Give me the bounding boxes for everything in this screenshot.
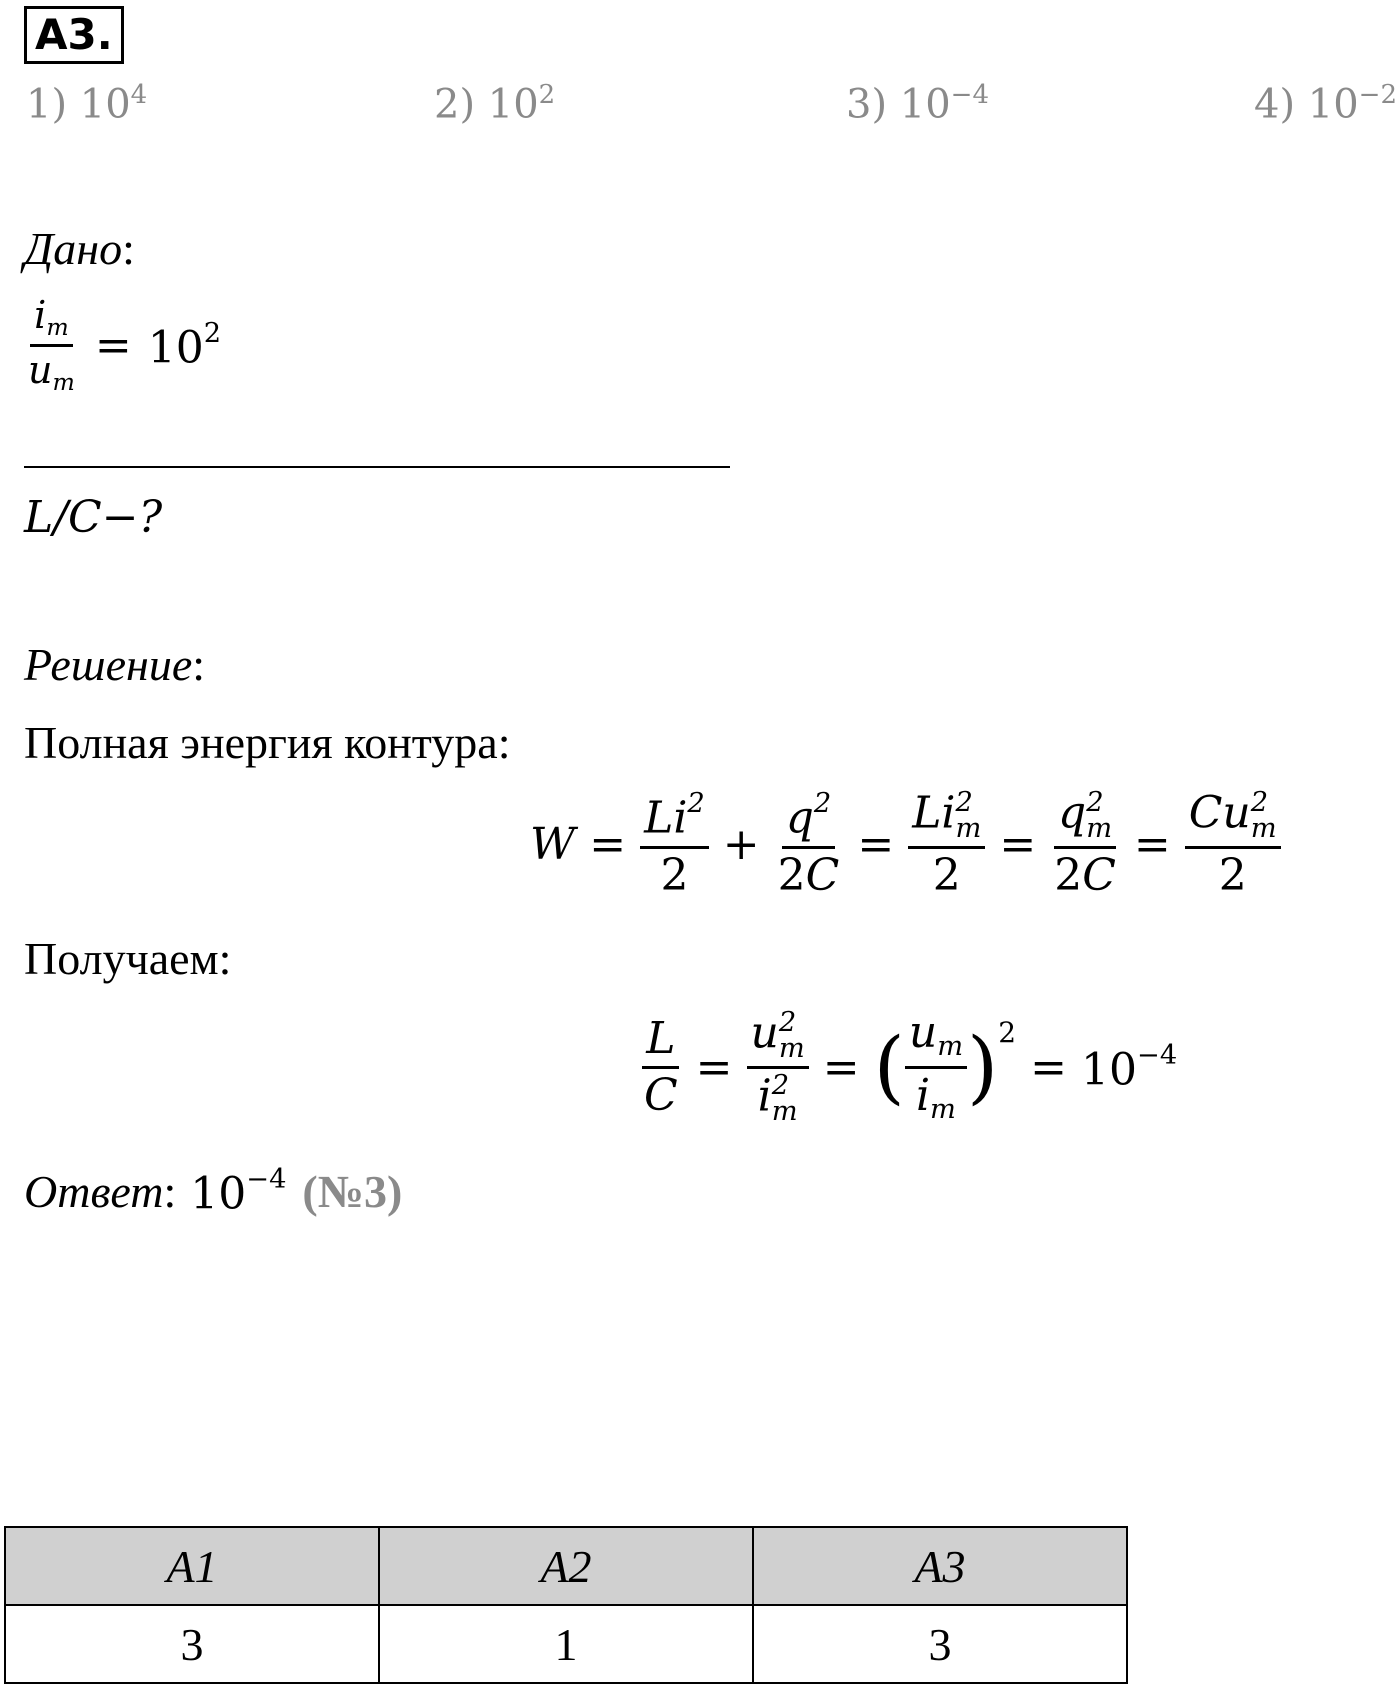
- answer-colon: :: [163, 1166, 177, 1218]
- given-i: i: [34, 293, 47, 337]
- given-ratio-numerator: [30, 293, 73, 347]
- given-value: [148, 318, 221, 373]
- table-value-a3: 3: [753, 1605, 1127, 1683]
- option-2: [434, 80, 555, 127]
- given-value-exp: 2: [203, 317, 222, 349]
- result-eq-1: =: [695, 1041, 733, 1093]
- table-row: [5, 1605, 1127, 1683]
- table-header-a3: A3: [753, 1527, 1127, 1605]
- option-4: [1254, 80, 1397, 127]
- given-heading-text: Дано: [24, 223, 123, 274]
- find-quantity: L/C−?: [24, 492, 163, 543]
- solution-text-energy: Полная энергия контура:: [24, 717, 511, 768]
- energy-eq-2: =: [857, 819, 895, 870]
- option-1-text: 1) 10: [26, 81, 131, 128]
- given-ratio-denominator: [24, 347, 79, 395]
- table-header-a1: A1: [5, 1527, 379, 1605]
- given-value-base: 10: [147, 322, 204, 374]
- energy-eq-1: =: [589, 819, 627, 870]
- option-3: [846, 80, 989, 127]
- given-equals: =: [94, 319, 132, 371]
- result-eq-3: =: [1030, 1041, 1067, 1093]
- given-u: u: [28, 347, 53, 392]
- result-eq-2: =: [822, 1041, 860, 1093]
- energy-eq-4: =: [1133, 819, 1171, 870]
- option-2-exp: 2: [538, 80, 556, 110]
- option-1-exp: 4: [130, 80, 148, 110]
- option-3-exp: −4: [950, 80, 989, 110]
- solution-heading: [24, 638, 205, 691]
- table-header-row: [5, 1527, 1127, 1605]
- option-1: [26, 80, 147, 127]
- given-divider: [24, 466, 730, 468]
- solution-heading-text: Решение: [24, 639, 193, 690]
- energy-formula: [530, 787, 1281, 901]
- option-4-exp: −2: [1358, 80, 1397, 110]
- task-label: А3.: [24, 6, 124, 64]
- table-value-a2: 1: [379, 1605, 753, 1683]
- option-4-text: 4) 10: [1254, 81, 1359, 128]
- energy-frac-1: $\frac{Li^2}{2}$: [640, 790, 709, 899]
- given-u-sub: m: [52, 367, 75, 396]
- answer-value-exp: −4: [246, 1164, 287, 1195]
- result-square: 2: [998, 1016, 1017, 1049]
- given-ratio-fraction: [24, 293, 79, 396]
- option-2-text: 2) 10: [434, 81, 539, 128]
- result-frac-ui: u 2 m i 2 m: [747, 1010, 809, 1125]
- result-paren-right: ): [967, 1020, 999, 1114]
- solution-text-result: Получаем:: [24, 933, 232, 984]
- energy-frac-2: $\frac{q^2}{2C}$: [777, 788, 840, 901]
- energy-frac-5: Cu 2 m 2: [1185, 790, 1281, 899]
- result-frac-LC: $\frac{L}{C}$: [644, 1012, 678, 1121]
- given-ratio: [24, 293, 222, 396]
- energy-frac-3: Li 2 m 2: [908, 790, 985, 899]
- solution-heading-colon: :: [192, 639, 206, 690]
- answers-table: [4, 1526, 1128, 1684]
- given-i-sub: m: [46, 313, 69, 342]
- answer-value-base: 10: [190, 1168, 247, 1220]
- answer-value: [190, 1164, 286, 1219]
- answer-line: [24, 1164, 402, 1219]
- option-3-text: 3) 10: [846, 81, 951, 128]
- table-value-a1: 3: [5, 1605, 379, 1683]
- result-frac-um-im: $\frac{u_m}{i_m}$: [905, 1010, 967, 1125]
- energy-eq-3: =: [999, 819, 1037, 870]
- result-paren-left: (: [873, 1020, 905, 1114]
- result-value: $10^{-4}$: [1080, 1039, 1178, 1096]
- energy-W: W: [530, 819, 576, 870]
- answer-heading: Ответ: [24, 1166, 164, 1218]
- energy-frac-4: q 2 m 2C: [1054, 787, 1116, 901]
- table-header-a2: A2: [379, 1527, 753, 1605]
- result-formula: [640, 1007, 1178, 1127]
- given-heading-colon: :: [122, 223, 135, 274]
- answer-choice: (№3): [302, 1166, 403, 1218]
- given-heading: [24, 222, 135, 275]
- energy-plus: +: [722, 819, 760, 870]
